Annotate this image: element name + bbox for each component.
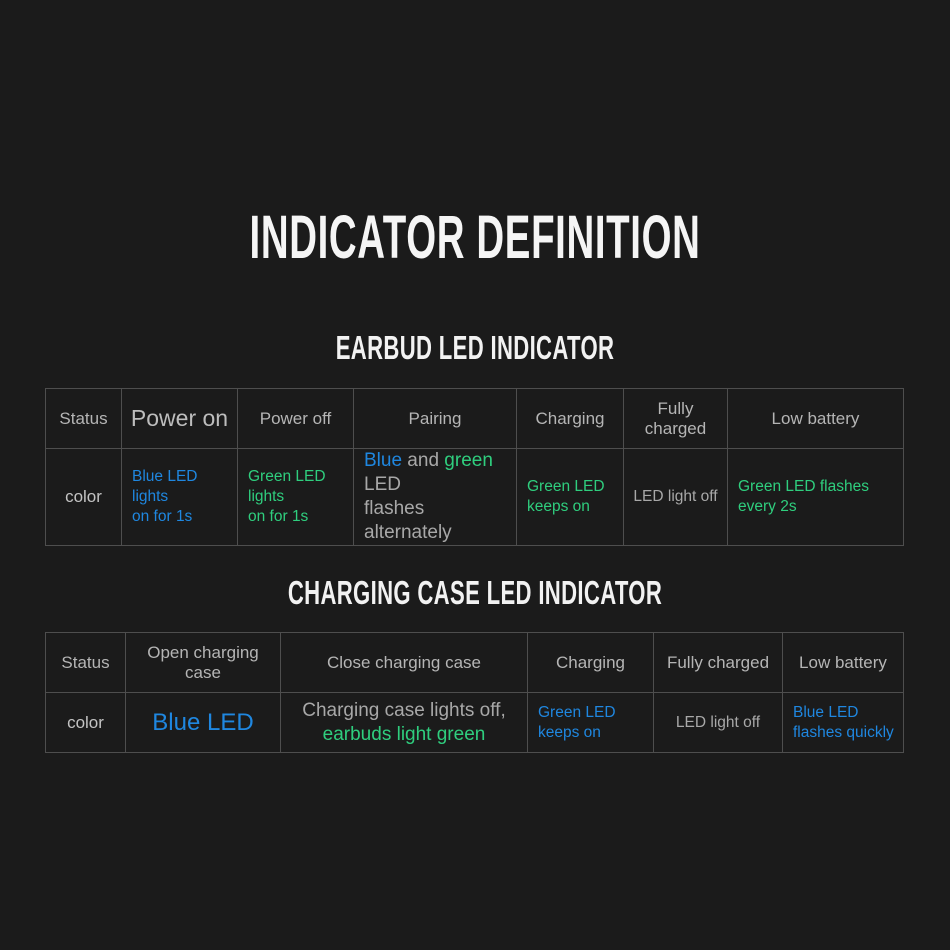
header-cell-open-charging-case: Open charging case bbox=[126, 633, 281, 693]
cell-line bbox=[628, 487, 723, 507]
data-cell-6 bbox=[728, 449, 904, 546]
cell-line bbox=[738, 477, 899, 497]
cell-line bbox=[132, 467, 233, 507]
data-cell-4 bbox=[517, 449, 624, 546]
cell-line bbox=[527, 477, 619, 497]
cell-line bbox=[793, 703, 899, 723]
cell-line bbox=[538, 703, 649, 723]
cell-line bbox=[248, 467, 349, 507]
cell-line bbox=[285, 723, 523, 747]
header-cell-power-on: Power on bbox=[122, 389, 238, 449]
cell-text: flashes quickly bbox=[793, 723, 894, 741]
cell-text: Green LED bbox=[538, 703, 616, 721]
cell-text: Green LED lights bbox=[248, 468, 326, 505]
cell-text: keeps on bbox=[527, 498, 590, 515]
header-cell-pairing: Pairing bbox=[354, 389, 517, 449]
cell-line bbox=[538, 723, 649, 743]
cell-line bbox=[658, 713, 778, 733]
cell-line bbox=[130, 709, 276, 737]
earbud-led-indicator-title: EARBUD LED INDICATOR bbox=[335, 329, 615, 366]
cell-line bbox=[248, 507, 349, 527]
header-cell-power-off: Power off bbox=[238, 389, 354, 449]
header-row bbox=[46, 633, 904, 693]
cell-text: earbuds light green bbox=[322, 723, 486, 745]
data-cell-5 bbox=[624, 449, 728, 546]
header-cell-low-battery: Low battery bbox=[783, 633, 904, 693]
cell-text: Blue LED lights bbox=[132, 468, 198, 505]
cell-text: color bbox=[67, 712, 104, 732]
earbud-led-indicator-table-container bbox=[45, 388, 903, 546]
page-title: INDICATOR DEFINITION bbox=[249, 203, 701, 271]
cell-line bbox=[285, 699, 523, 723]
cell-line bbox=[738, 497, 899, 517]
row-label-cell bbox=[46, 449, 122, 546]
header-cell-close-charging-case: Close charging case bbox=[281, 633, 528, 693]
cell-line bbox=[793, 723, 899, 743]
header-cell-low-battery: Low battery bbox=[728, 389, 904, 449]
data-cell-2 bbox=[238, 449, 354, 546]
cell-text: on for 1s bbox=[248, 508, 309, 525]
header-cell-charging: Charging bbox=[517, 389, 624, 449]
header-cell-charging: Charging bbox=[528, 633, 654, 693]
cell-text: Blue LED bbox=[152, 708, 254, 736]
cell-text: Green LED bbox=[527, 478, 605, 495]
cell-text: every 2s bbox=[738, 498, 797, 515]
cell-text: Green LED flashes bbox=[738, 478, 869, 495]
cell-line bbox=[364, 497, 512, 545]
data-cell-3 bbox=[528, 693, 654, 753]
data-cell-5 bbox=[783, 693, 904, 753]
cell-text: Blue bbox=[364, 450, 403, 471]
data-cell-1 bbox=[122, 449, 238, 546]
charging-case-led-indicator-table-container bbox=[45, 632, 903, 753]
cell-text: LED light off bbox=[675, 713, 761, 731]
data-cell-2 bbox=[281, 693, 528, 753]
row-label-cell bbox=[46, 693, 126, 753]
cell-line bbox=[50, 487, 117, 507]
color-row bbox=[46, 449, 904, 546]
data-cell-1 bbox=[126, 693, 281, 753]
cell-text: keeps on bbox=[538, 723, 601, 741]
data-cell-4 bbox=[654, 693, 783, 753]
cell-text: green bbox=[444, 450, 493, 471]
cell-text: Blue LED bbox=[793, 703, 859, 721]
header-cell-status: Status bbox=[46, 633, 126, 693]
cell-line bbox=[527, 497, 619, 517]
cell-line bbox=[364, 449, 512, 497]
color-row bbox=[46, 693, 904, 753]
cell-text: and bbox=[402, 450, 445, 471]
data-cell-3 bbox=[354, 449, 517, 546]
cell-line bbox=[132, 507, 233, 527]
header-row bbox=[46, 389, 904, 449]
cell-text: LED light off bbox=[633, 488, 718, 505]
cell-text: flashes alternately bbox=[364, 498, 452, 543]
header-cell-fully-charged: Fully charged bbox=[654, 633, 783, 693]
cell-line bbox=[50, 713, 121, 733]
charging-case-led-indicator-table bbox=[45, 632, 904, 753]
cell-text: Charging case lights off, bbox=[302, 699, 506, 721]
charging-case-led-indicator-title: CHARGING CASE LED INDICATOR bbox=[287, 574, 663, 611]
cell-text: LED bbox=[364, 474, 401, 495]
header-cell-fully-charged: Fully charged bbox=[624, 389, 728, 449]
cell-text: on for 1s bbox=[132, 508, 193, 525]
earbud-led-indicator-table bbox=[45, 388, 904, 546]
cell-text: color bbox=[65, 487, 102, 506]
header-cell-status: Status bbox=[46, 389, 122, 449]
